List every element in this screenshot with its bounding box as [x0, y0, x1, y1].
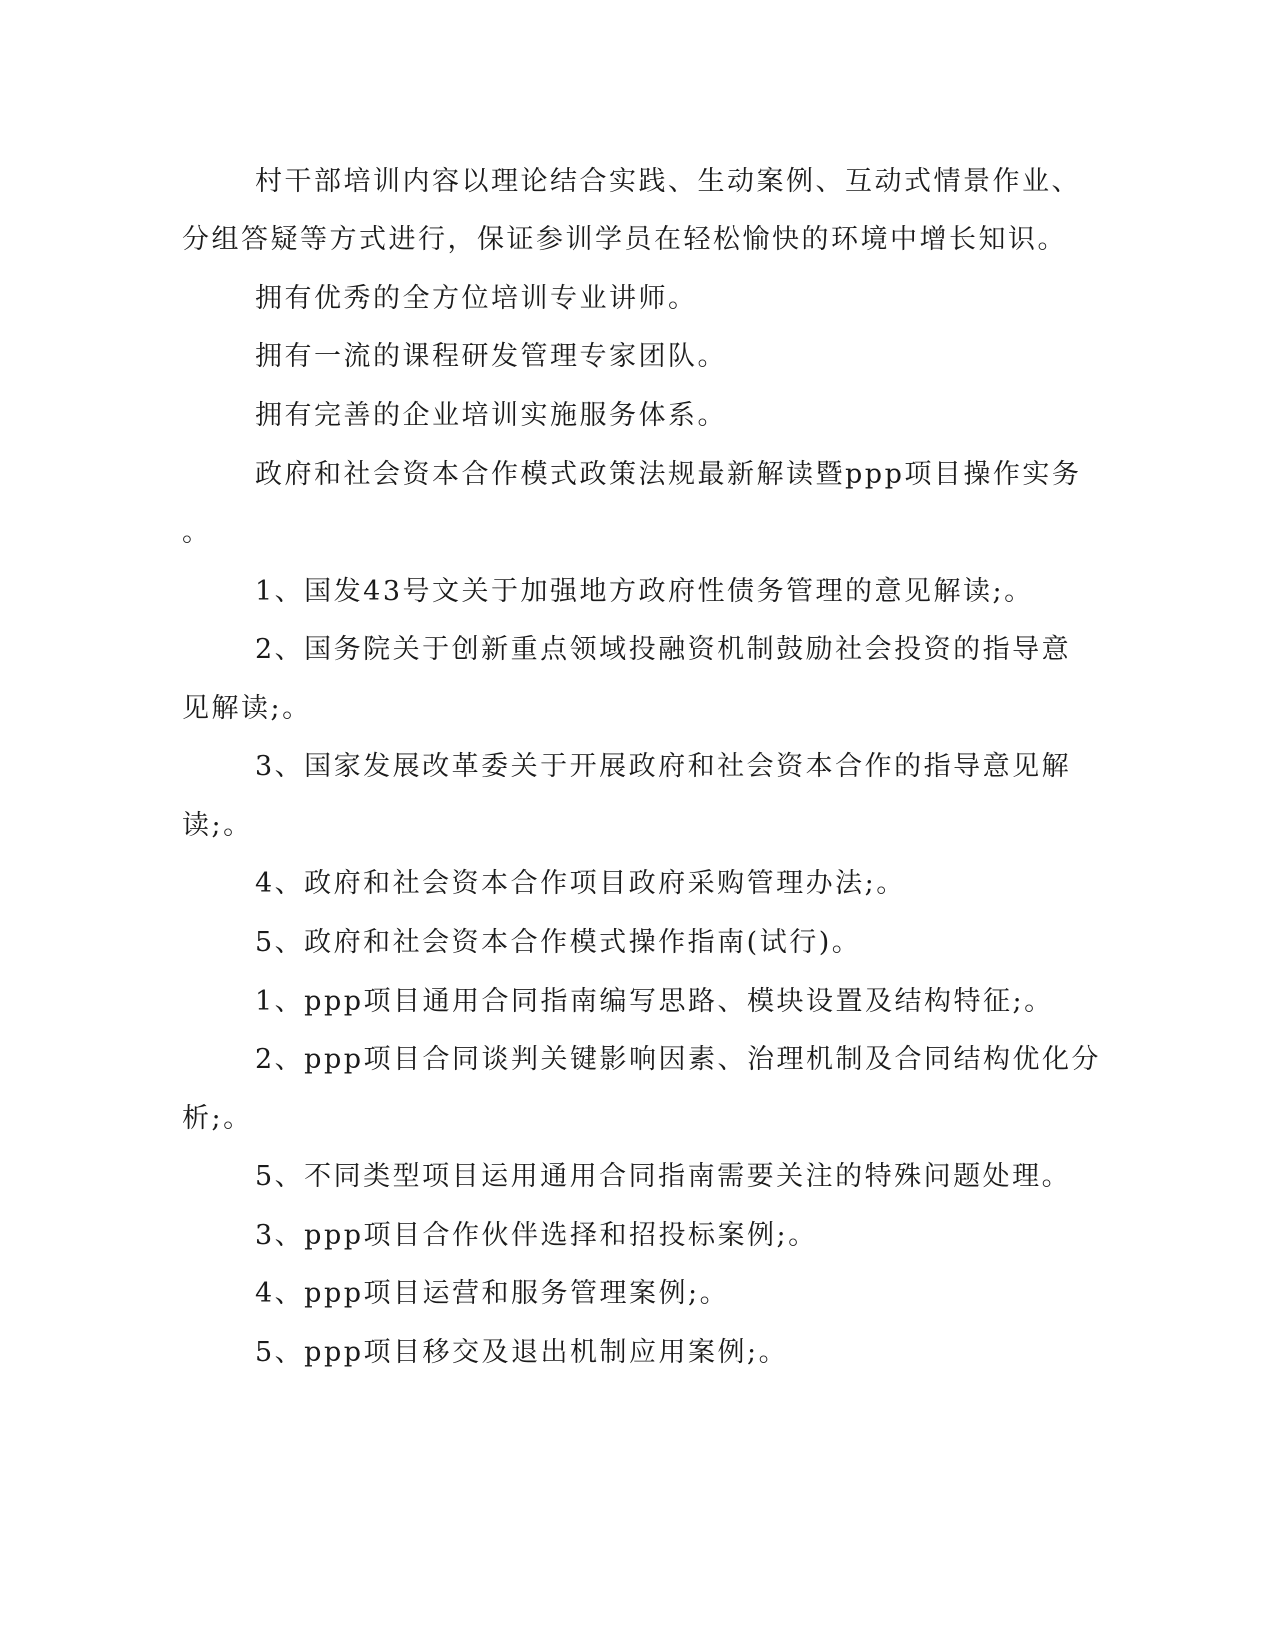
- list-item: 2、国务院关于创新重点领域投融资机制鼓励社会投资的指导意: [255, 634, 1072, 665]
- list-item: 5、ppp项目移交及退出机制应用案例;。: [255, 1337, 789, 1368]
- list-item-continuation: 读;。: [182, 810, 253, 841]
- paragraph-line: 。: [182, 517, 212, 548]
- list-item-continuation: 见解读;。: [182, 693, 312, 724]
- paragraph-line: 拥有完善的企业培训实施服务体系。: [255, 400, 727, 431]
- list-item: 3、ppp项目合作伙伴选择和招投标案例;。: [255, 1220, 818, 1251]
- list-item: 1、ppp项目通用合同指南编写思路、模块设置及结构特征;。: [255, 986, 1054, 1017]
- list-item: 5、政府和社会资本合作模式操作指南(试行)。: [255, 927, 862, 958]
- list-item: 4、政府和社会资本合作项目政府采购管理办法;。: [255, 868, 906, 899]
- list-item-continuation: 析;。: [182, 1103, 253, 1134]
- list-item: 4、ppp项目运营和服务管理案例;。: [255, 1278, 730, 1309]
- paragraph-line: 村干部培训内容以理论结合实践、生动案例、互动式情景作业、: [255, 166, 1081, 197]
- paragraph-line: 政府和社会资本合作模式政策法规最新解读暨ppp项目操作实务: [255, 459, 1082, 490]
- list-item: 1、国发43号文关于加强地方政府性债务管理的意见解读;。: [255, 576, 1034, 607]
- paragraph-line: 分组答疑等方式进行，保证参训学员在轻松愉快的环境中增长知识。: [182, 224, 1067, 255]
- list-item: 5、不同类型项目运用通用合同指南需要关注的特殊问题处理。: [255, 1161, 1072, 1192]
- list-item: 2、ppp项目合同谈判关键影响因素、治理机制及合同结构优化分: [255, 1044, 1102, 1075]
- list-item: 3、国家发展改革委关于开展政府和社会资本合作的指导意见解: [255, 751, 1072, 782]
- paragraph-line: 拥有优秀的全方位培训专业讲师。: [255, 283, 698, 314]
- paragraph-line: 拥有一流的课程研发管理专家团队。: [255, 341, 727, 372]
